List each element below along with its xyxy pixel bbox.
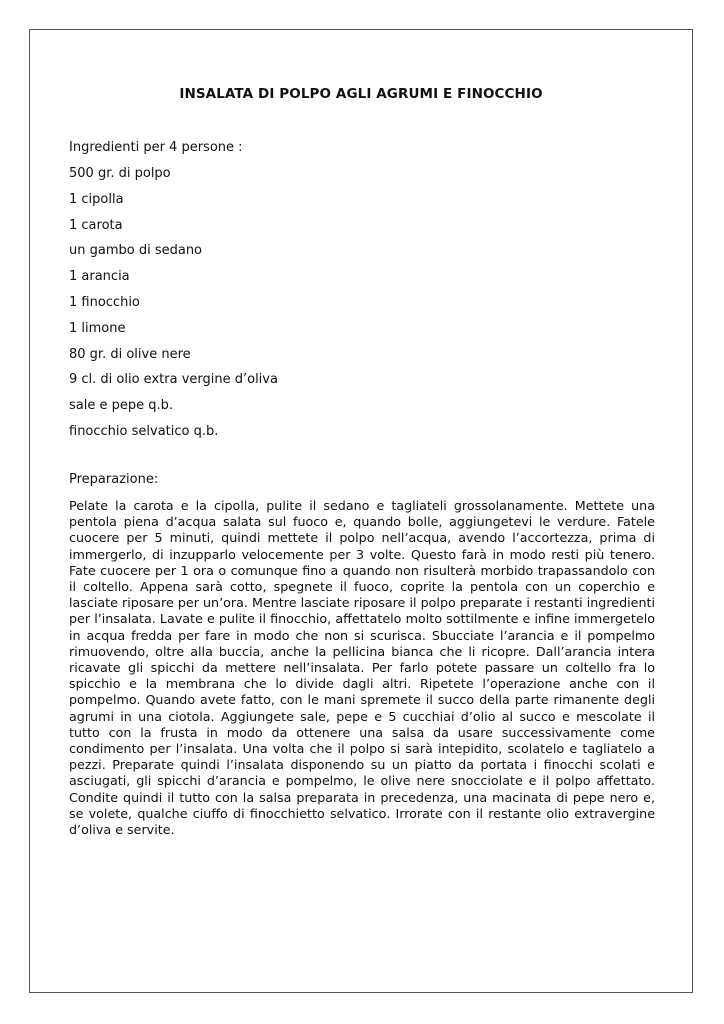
- ingredient-item: 1 finocchio: [69, 294, 140, 310]
- ingredient-item: 500 gr. di polpo: [69, 166, 171, 181]
- ingredient-item: 80 gr. di olive nere: [69, 346, 191, 362]
- ingredient-item: 9 cl. di olio extra vergine d’oliva: [69, 372, 278, 388]
- ingredients-heading: Ingredienti per 4 persone :: [69, 140, 243, 155]
- ingredient-item: finocchio selvatico q.b.: [69, 423, 219, 439]
- ingredient-item: sale e pepe q.b.: [69, 398, 174, 414]
- ingredient-item: 1 limone: [69, 320, 126, 336]
- recipe-title: INSALATA DI POLPO AGLI AGRUMI E FINOCCHIO: [179, 86, 543, 102]
- ingredient-list: [69, 166, 278, 450]
- ingredient-item: un gambo di sedano: [69, 243, 203, 259]
- preparation-text: Pelate la carota e la cipolla, pulite il sedano e tagliateli grossolanamente. Mettete una pentola piena d’acqua salata sul fuoco e, quando bolle, aggiungetevi le verdure. Fatele cuocere per 5 minuti, quindi mettete il polpo nell’acqua, avendo l’accortezza, prima di immergerlo, di inzupparlo velocemente per 3 volte. Questo farà in modo resti più tenero. Fate cuocere per 1 ora o comunque fino a quando non risulterà morbido trapassandolo con il coltello. Appena sarà cotto, spegnete il fuoco, coprite la pentola con un coperchio e lasciate riposare per un’ora. Mentre lasciate riposare il polpo preparate i restanti ingredienti per l’insalata. Lavate e pulite il finocchio, affettatelo molto sottilmente e infine immergetelo in acqua fredda per fare in modo che non si scurisca. Sbucciate l’arancia e il pompelmo rimuovendo, oltre alla buccia, anche la pellicina bianca che li ricopre. Dall’arancia intera ricavate gli spicchi da mettere nell’insalata. Per farlo potete passare un coltello fra lo spicchio e la membrana che lo divide dagli altri. Ripetete l’operazione anche con il pompelmo. Quando avete fatto, con le mani spremete il succo della parte rimanente degli agrumi in una ciotola. Aggiungete sale, pepe e 5 cucchiai d’olio al succo e mescolate il tutto con la frusta in modo da ottenere una salsa da usare successivamente come condimento per l’insalata. Una volta che il polpo si sarà intepidito, scolatelo e tagliatelo a pezzi. Preparate quindi l’insalata disponendo su un piatto da portata i finocchi scolati e asciugati, gli spicchi d’arancia e pompelmo, le olive nere snocciolate e il polpo affettato. Condite quindi il tutto con la salsa preparata in precedenza, una macinata di pepe nero e, se volete, qualche ciuffo di finocchietto selvatico. Irrorate con il restante olio extravergine d’oliva e servite.: [69, 498, 655, 838]
- ingredient-item: 1 cipolla: [69, 191, 124, 207]
- preparation-heading: Preparazione:: [69, 472, 159, 487]
- ingredient-item: 1 arancia: [69, 269, 130, 285]
- ingredient-item: 1 carota: [69, 217, 123, 233]
